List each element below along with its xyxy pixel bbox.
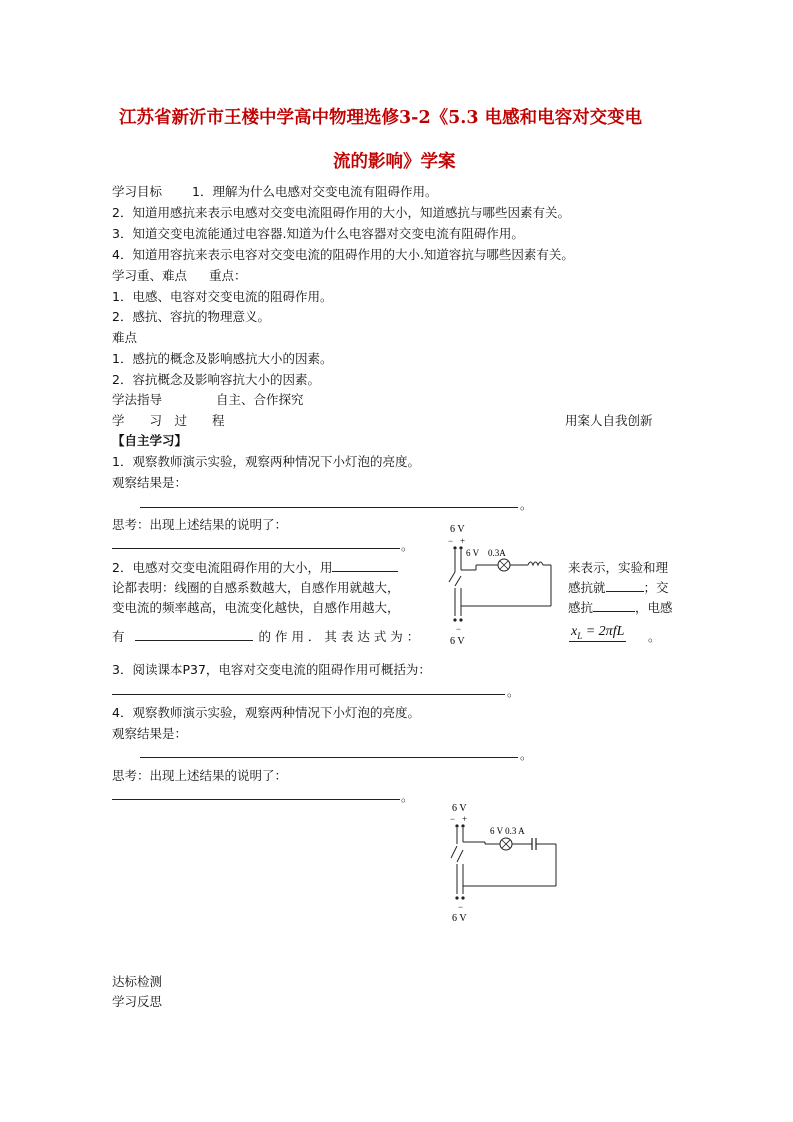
key-points-row <box>112 266 247 284</box>
goal-item: 2．知道用感抗来表示电感对交变电流阻碍作用的大小，知道感抗与哪些因素有关。 <box>112 205 570 220</box>
question-2-line3: 变电流的频率越高，电流变化越快，自感作用越大， <box>112 600 400 615</box>
tail-text: ，电感 <box>635 600 673 615</box>
think-label: 思考：出现上述结果的说明了： <box>112 768 288 783</box>
polarity-minus: − <box>448 536 454 546</box>
answer-blank[interactable] <box>112 799 400 800</box>
lamp-current-label: 0.3A <box>488 548 506 558</box>
voltage-label-top: 6 V <box>450 524 465 535</box>
question-2-tail1: 来表示，实验和理 <box>568 560 669 575</box>
voltage-label-bottom: 6 V <box>450 636 465 647</box>
answer-blank[interactable] <box>593 599 635 612</box>
process-note-column: 用案人自我创新 <box>565 413 653 428</box>
reflect-heading: 学习反思 <box>112 994 163 1009</box>
end-mark: 。 <box>520 497 533 512</box>
formula-rhs: = 2πfL <box>585 624 625 639</box>
switch-blade <box>451 846 457 858</box>
question-2-line4 <box>112 627 419 645</box>
difficult-label: 难点 <box>112 330 138 345</box>
question-2-tail3 <box>568 598 673 616</box>
polarity-minus: − <box>450 814 456 824</box>
question-1: 1．观察教师演示实验，观察两种情况下小灯泡的亮度。 <box>112 454 420 469</box>
result-label: 观察结果是： <box>112 726 188 741</box>
goal-item: 4．知道用容抗来表示电容对交变电流的阻碍作用的大小.知道容抗与哪些因素有关。 <box>112 247 574 262</box>
question-3: 3．阅读课本P37，电容对交变电流的阻碍作用可概括为： <box>112 662 431 677</box>
key-item: 2．感抗、容抗的物理意义。 <box>112 309 270 324</box>
answer-blank[interactable] <box>135 628 253 641</box>
inductor-coil-icon <box>528 562 543 565</box>
document-title-line2: 流的影响》学案 <box>333 152 456 172</box>
polarity-minus: − <box>456 624 462 634</box>
question-4: 4．观察教师演示实验，观察两种情况下小灯泡的亮度。 <box>112 705 420 720</box>
tail-text: ；交 <box>643 580 669 595</box>
switch-blade <box>457 850 463 862</box>
section-heading: 【自主学习】 <box>112 433 188 448</box>
voltage-label-bottom: 6 V <box>452 913 467 924</box>
polarity-plus: + <box>462 814 468 824</box>
question-2-text: 2．电感对交变电流阻碍作用的大小，用 <box>112 560 333 575</box>
switch-blade <box>449 572 455 582</box>
goal-item: 3．知道交变电流能通过电容器.知道为什么电容器对交变电流有阻碍作用。 <box>112 226 524 241</box>
document-title-line1: 江苏省新沂市王楼中学高中物理选修3-2《5.3 电感和电容对交变电 <box>119 108 643 128</box>
question-2-text: 有 <box>112 629 125 644</box>
end-mark: 。 <box>401 789 414 804</box>
method-label: 学法指导 <box>112 392 163 407</box>
question-2-text: 的 作 用 ． 其 表 达 式 为 ： <box>258 629 420 644</box>
question-2-line2: 论都表明：线圈的自感系数越大，自感作用就越大， <box>112 580 400 595</box>
capacitor-circuit-diagram <box>440 800 562 925</box>
key-label: 重点： <box>209 268 247 283</box>
lamp-label: 6 V 0.3 A <box>490 826 525 836</box>
key-item: 1．电感、电容对交变电流的阻碍作用。 <box>112 289 333 304</box>
tail-text: 感抗就 <box>568 580 606 595</box>
formula-symbol: x <box>571 624 578 639</box>
answer-blank[interactable] <box>140 507 518 508</box>
formula-subscript: L <box>577 630 583 641</box>
think-label: 思考：出现上述结果的说明了： <box>112 517 288 532</box>
answer-blank[interactable] <box>112 548 400 549</box>
voltage-label-top: 6 V <box>452 803 467 814</box>
difficult-item: 1．感抗的概念及影响感抗大小的因素。 <box>112 351 333 366</box>
method-value: 自主、合作探究 <box>216 392 304 407</box>
check-heading: 达标检测 <box>112 974 163 989</box>
lamp-voltage-label: 6 V <box>466 548 480 558</box>
result-label: 观察结果是： <box>112 475 188 490</box>
goal-item: 1．理解为什么电感对交变电流有阻碍作用。 <box>192 184 438 199</box>
answer-blank[interactable] <box>112 694 505 695</box>
polarity-minus: − <box>458 902 464 912</box>
answer-blank[interactable] <box>606 579 644 592</box>
answer-blank[interactable] <box>140 757 518 758</box>
polarity-plus: + <box>460 536 466 546</box>
goals-label: 学习目标 <box>112 184 163 199</box>
end-mark: 。 <box>648 629 661 644</box>
question-2-tail2 <box>568 578 669 596</box>
answer-blank[interactable] <box>332 559 398 572</box>
difficult-item: 2．容抗概念及影响容抗大小的因素。 <box>112 372 320 387</box>
goals-row1 <box>112 182 437 200</box>
end-mark: 。 <box>401 538 414 553</box>
key-points-label: 学习重、难点 <box>112 268 188 283</box>
switch-blade <box>455 576 461 586</box>
end-mark: 。 <box>520 747 533 762</box>
question-2-line1 <box>112 558 398 576</box>
end-mark: 。 <box>507 684 520 699</box>
tail-text: 感抗 <box>568 600 594 615</box>
formula <box>569 624 626 642</box>
inductor-circuit-diagram <box>436 520 556 648</box>
process-heading: 学 习 过 程 <box>112 413 225 428</box>
